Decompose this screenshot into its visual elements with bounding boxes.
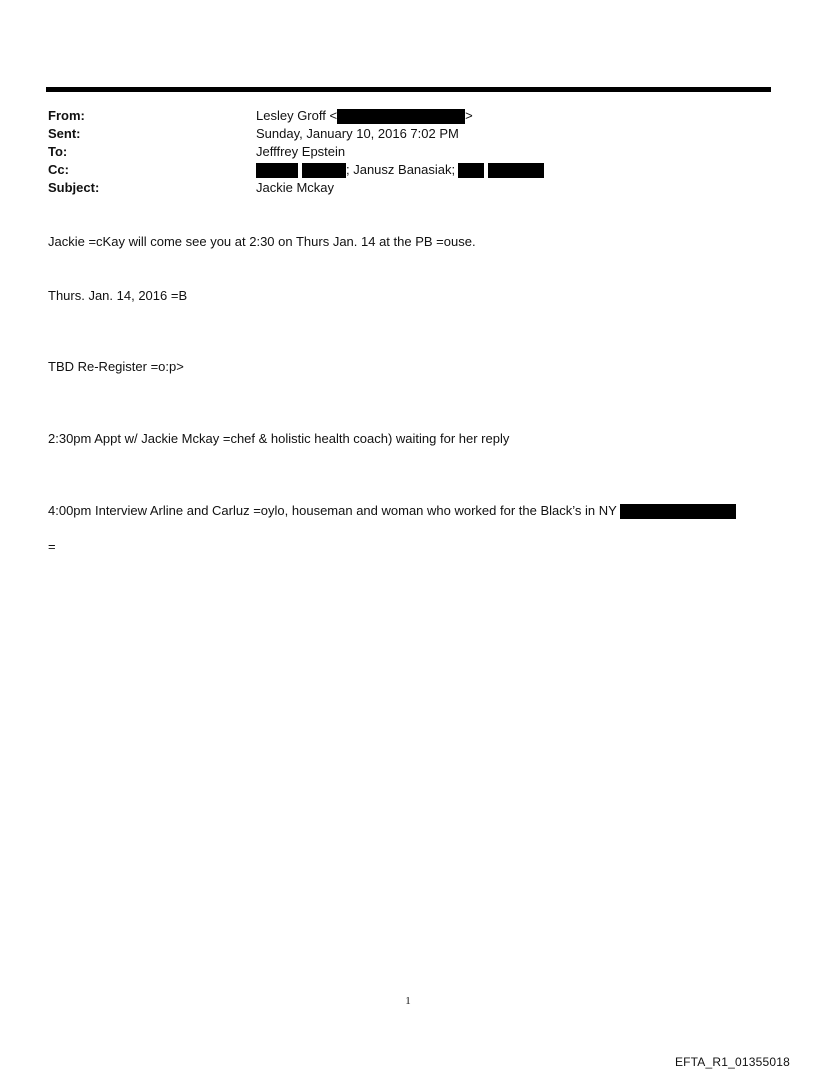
body-line-5: 4:00pm Interview Arline and Carluz =oylo, houseman and woman who worked for the Black’s in NY [48,503,617,518]
body-line-2: Thurs. Jan. 14, 2016 =B [48,288,188,303]
header-divider [46,87,771,92]
from-label: From: [48,108,85,123]
subject-row [48,179,768,197]
sent-row [48,125,768,143]
subject-label: Subject: [48,180,100,195]
page-number: 1 [405,995,411,1007]
cc-label: Cc: [48,162,69,177]
email-header [48,107,768,197]
from-row [48,107,768,125]
body-line-5-wrap [48,502,736,520]
document-id: EFTA_R1_01355018 [674,1055,790,1069]
subject-value: Jackie Mckay [256,180,335,195]
cc-value [256,161,544,179]
body-line-3: TBD Re-Register =o:p> [48,359,184,374]
to-row [48,143,768,161]
redaction-block [620,504,736,519]
cc-middle: ; Janusz Banasiak; [346,162,456,177]
from-name: Lesley Groff < [256,108,338,123]
body-line-4: 2:30pm Appt w/ Jackie Mckay =chef & holistic health coach) waiting for her reply [48,431,510,446]
redaction-block [458,163,484,178]
cc-row [48,161,768,179]
sent-label: Sent: [48,126,81,141]
to-label: To: [48,144,68,159]
redaction-block [488,163,544,178]
sent-value: Sunday, January 10, 2016 7:02 PM [256,126,459,141]
to-value: Jefffrey Epstein [256,144,346,159]
from-close: > [465,108,473,123]
redaction-block [302,163,346,178]
redaction-block [337,109,465,124]
body-line-6: = [48,539,56,554]
body-line-1: Jackie =cKay will come see you at 2:30 on Thurs Jan. 14 at the PB =ouse. [48,234,476,249]
redaction-block [256,163,298,178]
from-value [256,107,473,125]
